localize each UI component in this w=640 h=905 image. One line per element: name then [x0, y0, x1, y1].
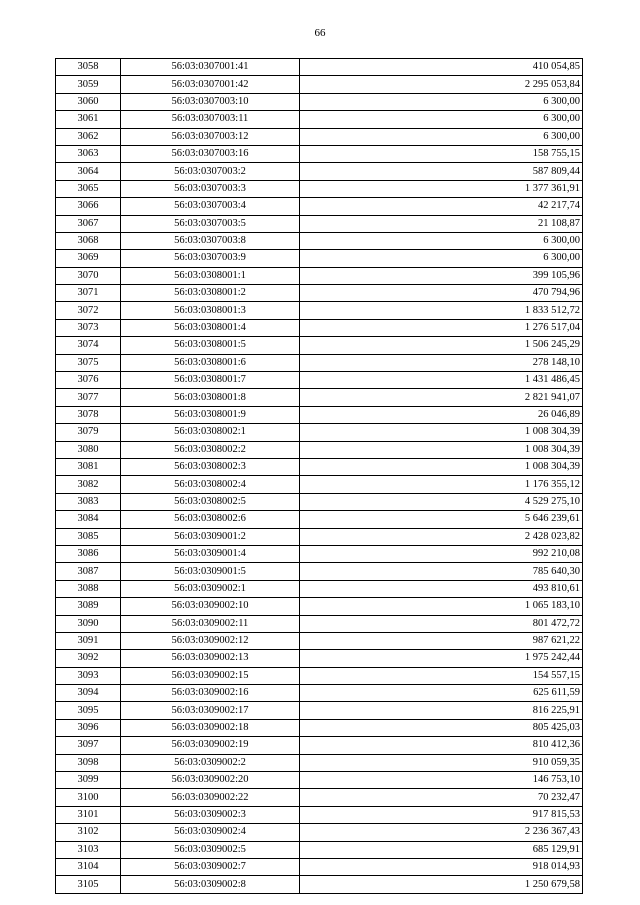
table-row	[56, 128, 583, 145]
row-number-cell: 3060	[56, 93, 121, 110]
table-row	[56, 406, 583, 423]
row-number-cell: 3101	[56, 806, 121, 823]
table-row	[56, 772, 583, 789]
cadastral-value-cell: 26 046,89	[300, 406, 583, 423]
cadastral-value-cell: 685 129,91	[300, 841, 583, 858]
cadastral-value-cell: 917 815,53	[300, 806, 583, 823]
cadastral-value-cell: 399 105,96	[300, 267, 583, 284]
cadastral-value-cell: 625 611,59	[300, 685, 583, 702]
table-row	[56, 876, 583, 893]
cadastral-number-cell: 56:03:0307003:16	[121, 145, 300, 162]
table-row	[56, 858, 583, 875]
cadastral-number-cell: 56:03:0307001:42	[121, 76, 300, 93]
row-number-cell: 3058	[56, 59, 121, 76]
cadastral-value-cell: 810 412,36	[300, 737, 583, 754]
row-number-cell: 3079	[56, 424, 121, 441]
row-number-cell: 3063	[56, 145, 121, 162]
row-number-cell: 3077	[56, 389, 121, 406]
row-number-cell: 3062	[56, 128, 121, 145]
cadastral-number-cell: 56:03:0307003:9	[121, 250, 300, 267]
row-number-cell: 3081	[56, 458, 121, 475]
page-number: 66	[314, 27, 326, 39]
table-row	[56, 737, 583, 754]
cadastral-number-cell: 56:03:0309001:5	[121, 563, 300, 580]
row-number-cell: 3105	[56, 876, 121, 893]
cadastral-number-cell: 56:03:0307003:8	[121, 232, 300, 249]
cadastral-value-cell: 21 108,87	[300, 215, 583, 232]
cadastral-number-cell: 56:03:0309001:2	[121, 528, 300, 545]
cadastral-value-cell: 158 755,15	[300, 145, 583, 162]
cadastral-number-cell: 56:03:0307003:5	[121, 215, 300, 232]
cadastral-value-cell: 410 054,85	[300, 59, 583, 76]
cadastral-value-cell: 4 529 275,10	[300, 493, 583, 510]
row-number-cell: 3067	[56, 215, 121, 232]
row-number-cell: 3065	[56, 180, 121, 197]
table-row	[56, 76, 583, 93]
cadastral-value-cell: 278 148,10	[300, 354, 583, 371]
cadastral-number-cell: 56:03:0309002:3	[121, 806, 300, 823]
table-row	[56, 198, 583, 215]
table-row	[56, 337, 583, 354]
row-number-cell: 3061	[56, 111, 121, 128]
cadastral-value-cell: 587 809,44	[300, 163, 583, 180]
table-row	[56, 285, 583, 302]
table-row	[56, 615, 583, 632]
cadastral-number-cell: 56:03:0309002:1	[121, 580, 300, 597]
row-number-cell: 3082	[56, 476, 121, 493]
cadastral-number-cell: 56:03:0309002:18	[121, 719, 300, 736]
table-row	[56, 354, 583, 371]
row-number-cell: 3102	[56, 824, 121, 841]
cadastral-value-cell: 1 008 304,39	[300, 458, 583, 475]
cadastral-value-cell: 2 428 023,82	[300, 528, 583, 545]
table-row	[56, 267, 583, 284]
cadastral-number-cell: 56:03:0309002:7	[121, 858, 300, 875]
cadastral-value-cell: 1 377 361,91	[300, 180, 583, 197]
cadastral-number-cell: 56:03:0307003:10	[121, 93, 300, 110]
cadastral-value-cell: 1 506 245,29	[300, 337, 583, 354]
cadastral-number-cell: 56:03:0309002:4	[121, 824, 300, 841]
cadastral-value-cell: 2 295 053,84	[300, 76, 583, 93]
table-row	[56, 824, 583, 841]
cadastral-value-cell: 6 300,00	[300, 128, 583, 145]
cadastral-value-cell: 493 810,61	[300, 580, 583, 597]
row-number-cell: 3080	[56, 441, 121, 458]
cadastral-number-cell: 56:03:0308001:1	[121, 267, 300, 284]
row-number-cell: 3091	[56, 632, 121, 649]
cadastral-number-cell: 56:03:0308001:3	[121, 302, 300, 319]
row-number-cell: 3073	[56, 319, 121, 336]
row-number-cell: 3074	[56, 337, 121, 354]
cadastral-number-cell: 56:03:0309002:11	[121, 615, 300, 632]
table-row	[56, 789, 583, 806]
cadastral-value-cell: 1 008 304,39	[300, 424, 583, 441]
table-row	[56, 302, 583, 319]
row-number-cell: 3066	[56, 198, 121, 215]
row-number-cell: 3104	[56, 858, 121, 875]
cadastral-value-cell: 910 059,35	[300, 754, 583, 771]
table-body	[56, 59, 583, 894]
table-row	[56, 215, 583, 232]
table-row	[56, 511, 583, 528]
cadastral-value-cell: 801 472,72	[300, 615, 583, 632]
table-row	[56, 806, 583, 823]
row-number-cell: 3094	[56, 685, 121, 702]
row-number-cell: 3084	[56, 511, 121, 528]
table-row	[56, 754, 583, 771]
table-row	[56, 598, 583, 615]
cadastral-number-cell: 56:03:0307003:11	[121, 111, 300, 128]
table-row	[56, 493, 583, 510]
table-row	[56, 145, 583, 162]
table-row	[56, 424, 583, 441]
cadastral-number-cell: 56:03:0309002:2	[121, 754, 300, 771]
cadastral-number-cell: 56:03:0307003:2	[121, 163, 300, 180]
row-number-cell: 3068	[56, 232, 121, 249]
cadastral-value-cell: 785 640,30	[300, 563, 583, 580]
cadastral-number-cell: 56:03:0309002:13	[121, 650, 300, 667]
cadastral-number-cell: 56:03:0308001:8	[121, 389, 300, 406]
row-number-cell: 3064	[56, 163, 121, 180]
row-number-cell: 3072	[56, 302, 121, 319]
table-row	[56, 719, 583, 736]
cadastral-value-cell: 1 176 355,12	[300, 476, 583, 493]
cadastral-value-cell: 816 225,91	[300, 702, 583, 719]
row-number-cell: 3089	[56, 598, 121, 615]
table-row	[56, 580, 583, 597]
cadastral-number-cell: 56:03:0308002:5	[121, 493, 300, 510]
cadastral-number-cell: 56:03:0309002:5	[121, 841, 300, 858]
cadastral-value-cell: 1 008 304,39	[300, 441, 583, 458]
row-number-cell: 3099	[56, 772, 121, 789]
table-row	[56, 250, 583, 267]
row-number-cell: 3059	[56, 76, 121, 93]
cadastral-value-cell: 2 821 941,07	[300, 389, 583, 406]
table-row	[56, 93, 583, 110]
cadastral-number-cell: 56:03:0308002:6	[121, 511, 300, 528]
cadastral-number-cell: 56:03:0308002:3	[121, 458, 300, 475]
cadastral-value-cell: 42 217,74	[300, 198, 583, 215]
cadastral-number-cell: 56:03:0308001:6	[121, 354, 300, 371]
row-number-cell: 3098	[56, 754, 121, 771]
table-row	[56, 650, 583, 667]
row-number-cell: 3076	[56, 372, 121, 389]
cadastral-number-cell: 56:03:0309002:15	[121, 667, 300, 684]
cadastral-number-cell: 56:03:0308001:4	[121, 319, 300, 336]
cadastral-value-cell: 1 975 242,44	[300, 650, 583, 667]
table-row	[56, 180, 583, 197]
cadastral-number-cell: 56:03:0309002:10	[121, 598, 300, 615]
table-row	[56, 667, 583, 684]
cadastral-value-cell: 918 014,93	[300, 858, 583, 875]
table-row	[56, 545, 583, 562]
cadastral-number-cell: 56:03:0308001:7	[121, 372, 300, 389]
cadastral-number-cell: 56:03:0309002:16	[121, 685, 300, 702]
cadastral-value-cell: 1 065 183,10	[300, 598, 583, 615]
row-number-cell: 3069	[56, 250, 121, 267]
cadastral-number-cell: 56:03:0309002:12	[121, 632, 300, 649]
row-number-cell: 3090	[56, 615, 121, 632]
table-row	[56, 528, 583, 545]
cadastral-value-cell: 1 833 512,72	[300, 302, 583, 319]
row-number-cell: 3086	[56, 545, 121, 562]
cadastral-number-cell: 56:03:0307003:12	[121, 128, 300, 145]
cadastral-value-cell: 1 250 679,58	[300, 876, 583, 893]
cadastral-value-cell: 6 300,00	[300, 250, 583, 267]
cadastral-number-cell: 56:03:0307001:41	[121, 59, 300, 76]
cadastral-value-cell: 2 236 367,43	[300, 824, 583, 841]
row-number-cell: 3096	[56, 719, 121, 736]
table-row	[56, 702, 583, 719]
cadastral-value-cell: 6 300,00	[300, 232, 583, 249]
cadastral-value-cell: 70 232,47	[300, 789, 583, 806]
cadastral-number-cell: 56:03:0307003:4	[121, 198, 300, 215]
row-number-cell: 3071	[56, 285, 121, 302]
row-number-cell: 3095	[56, 702, 121, 719]
table-row	[56, 59, 583, 76]
table-row	[56, 458, 583, 475]
cadastral-number-cell: 56:03:0309002:8	[121, 876, 300, 893]
cadastral-number-cell: 56:03:0308002:1	[121, 424, 300, 441]
cadastral-value-cell: 1 276 517,04	[300, 319, 583, 336]
table-row	[56, 841, 583, 858]
row-number-cell: 3085	[56, 528, 121, 545]
row-number-cell: 3078	[56, 406, 121, 423]
table-row	[56, 476, 583, 493]
cadastral-value-cell: 470 794,96	[300, 285, 583, 302]
cadastral-number-cell: 56:03:0308001:9	[121, 406, 300, 423]
cadastral-value-cell: 6 300,00	[300, 93, 583, 110]
cadastral-number-cell: 56:03:0309002:19	[121, 737, 300, 754]
row-number-cell: 3083	[56, 493, 121, 510]
cadastral-number-cell: 56:03:0308002:4	[121, 476, 300, 493]
cadastral-number-cell: 56:03:0309002:22	[121, 789, 300, 806]
cadastral-number-cell: 56:03:0308001:5	[121, 337, 300, 354]
row-number-cell: 3093	[56, 667, 121, 684]
table-row	[56, 319, 583, 336]
cadastral-value-cell: 1 431 486,45	[300, 372, 583, 389]
cadastral-number-cell: 56:03:0309002:17	[121, 702, 300, 719]
table-row	[56, 232, 583, 249]
row-number-cell: 3103	[56, 841, 121, 858]
table-row	[56, 163, 583, 180]
cadastral-number-cell: 56:03:0309002:20	[121, 772, 300, 789]
table-row	[56, 111, 583, 128]
cadastral-value-cell: 805 425,03	[300, 719, 583, 736]
table-row	[56, 563, 583, 580]
table-row	[56, 389, 583, 406]
cadastral-value-cell: 146 753,10	[300, 772, 583, 789]
row-number-cell: 3092	[56, 650, 121, 667]
cadastral-value-cell: 6 300,00	[300, 111, 583, 128]
cadastral-number-cell: 56:03:0309001:4	[121, 545, 300, 562]
table-row	[56, 372, 583, 389]
cadastral-number-cell: 56:03:0308002:2	[121, 441, 300, 458]
cadastral-number-cell: 56:03:0307003:3	[121, 180, 300, 197]
table-row	[56, 632, 583, 649]
row-number-cell: 3075	[56, 354, 121, 371]
row-number-cell: 3100	[56, 789, 121, 806]
cadastral-value-cell: 154 557,15	[300, 667, 583, 684]
cadastral-value-table	[55, 58, 583, 894]
table-row	[56, 441, 583, 458]
row-number-cell: 3087	[56, 563, 121, 580]
cadastral-number-cell: 56:03:0308001:2	[121, 285, 300, 302]
row-number-cell: 3097	[56, 737, 121, 754]
cadastral-value-cell: 5 646 239,61	[300, 511, 583, 528]
cadastral-value-cell: 987 621,22	[300, 632, 583, 649]
row-number-cell: 3070	[56, 267, 121, 284]
table-row	[56, 685, 583, 702]
row-number-cell: 3088	[56, 580, 121, 597]
cadastral-value-cell: 992 210,08	[300, 545, 583, 562]
